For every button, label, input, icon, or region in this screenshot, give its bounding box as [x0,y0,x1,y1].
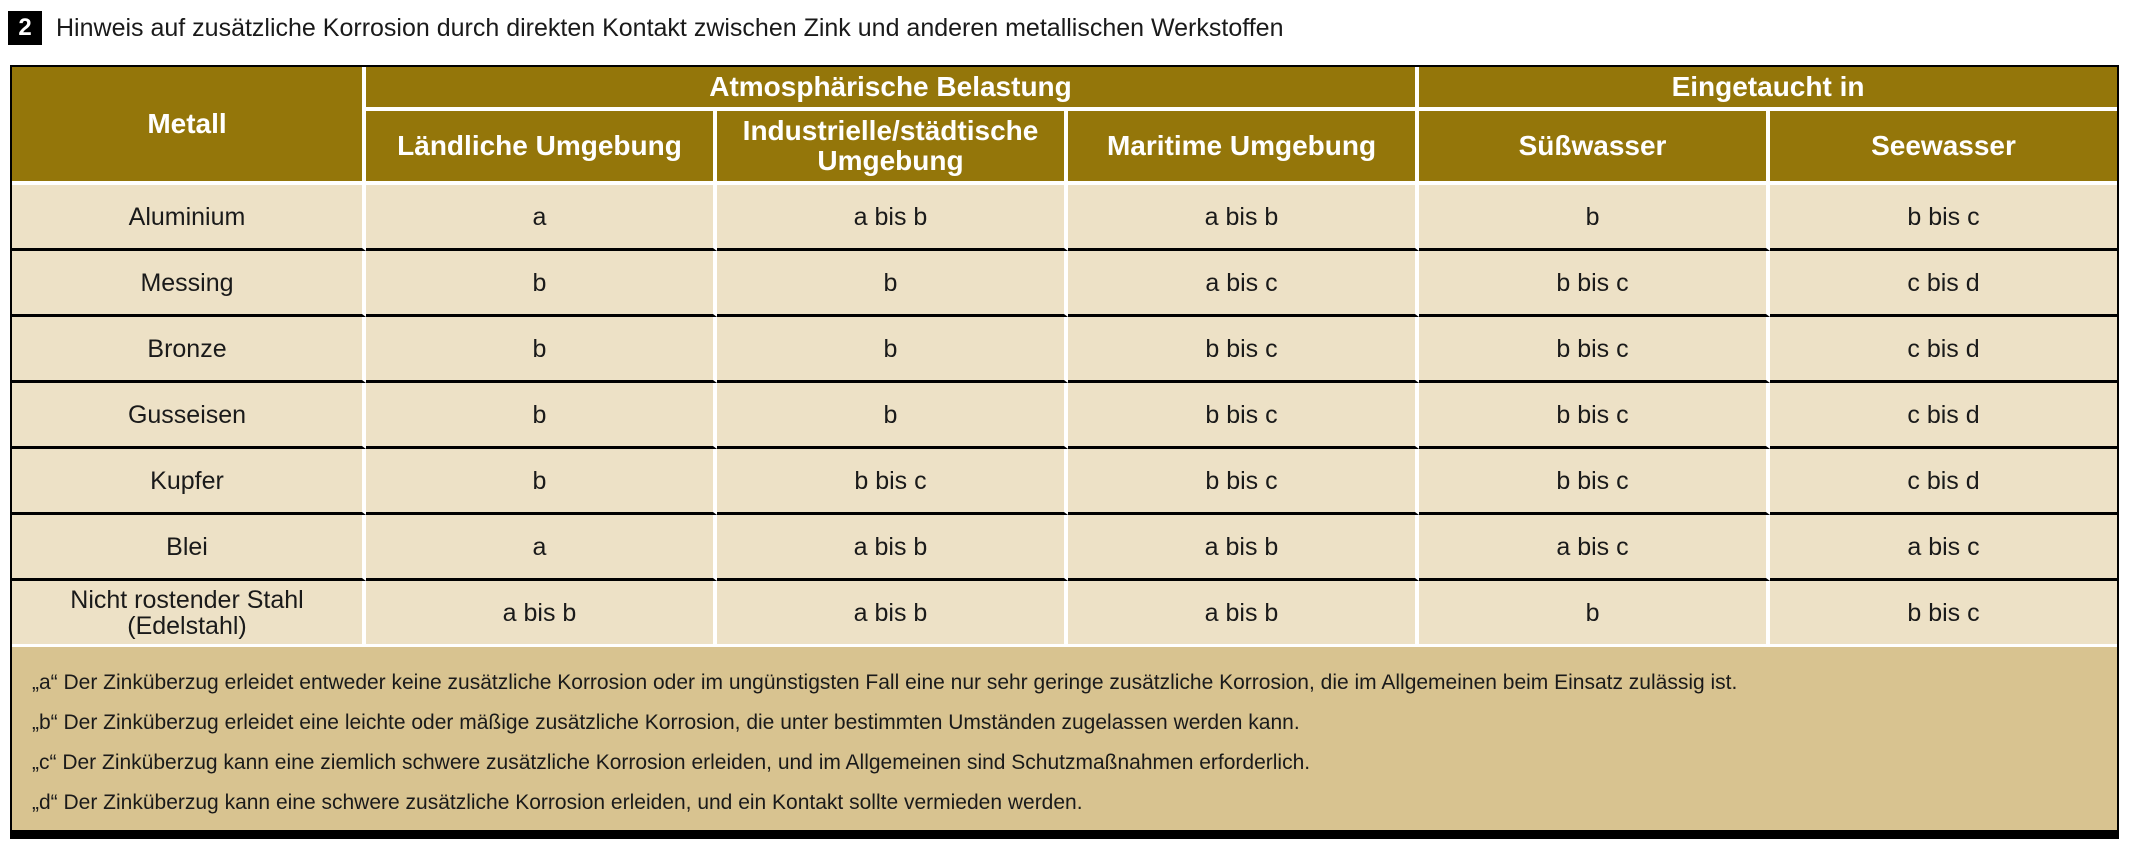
table-cell: b bis c [1068,449,1419,515]
table-cell: b [717,383,1068,449]
table-cell: b [717,317,1068,383]
table-cell: a bis c [1068,251,1419,317]
table-cell: b bis c [1419,251,1770,317]
row-metal-cell: Bronze [12,317,366,383]
legend-note-d: „d“ Der Zinküberzug kann eine schwere zusätzliche Korrosion erleiden, und ein Kontakt sollte vermieden werden. [32,791,1083,814]
table-cell: b bis c [717,449,1068,515]
header-metal: Metall [12,67,366,185]
table-cell: b bis c [1770,581,2117,647]
row-metal-cell: Messing [12,251,366,317]
table-row [12,317,2117,383]
table-row [12,185,2117,251]
table-row [12,251,2117,317]
table-cell: a bis b [1068,581,1419,647]
corrosion-table-frame [10,65,2119,839]
table-cell: b [366,449,717,515]
table-cell: c bis d [1770,449,2117,515]
table-caption [8,10,1283,46]
header-col-freshwater: Süßwasser [1419,111,1770,185]
table-cell: b [366,383,717,449]
header-group-atmospheric: Atmosphärische Belastung [366,67,1419,111]
table-row [12,383,2117,449]
row-metal-cell: Blei [12,515,366,581]
header-col-industrial: Industrielle/städtische Umgebung [717,111,1068,185]
row-metal-cell: Nicht rostender Stahl (Edelstahl) [12,581,366,647]
legend-note-b: „b“ Der Zinküberzug erleidet eine leichte oder mäßige zusätzliche Korrosion, die unter bestimmten Umständen zugelassen werden kann. [32,711,1300,734]
corrosion-table [12,67,2117,647]
table-cell: c bis d [1770,317,2117,383]
table-cell: b [1419,185,1770,251]
header-col-maritime: Maritime Umgebung [1068,111,1419,185]
table-row [12,581,2117,647]
table-cell: a bis b [717,581,1068,647]
table-row [12,449,2117,515]
table-number-badge: 2 [8,11,42,45]
table-cell: b [1419,581,1770,647]
legend-note-a: „a“ Der Zinküberzug erleidet entweder keine zusätzliche Korrosion oder im ungünstigsten Fall eine nur sehr geringe zusätzliche Korrosion, die im Allgemeinen beim Einsatz zulässig ist. [32,671,1738,694]
table-row [12,515,2117,581]
table-cell: b bis c [1068,383,1419,449]
table-cell: b bis c [1419,449,1770,515]
table-cell: a [366,185,717,251]
table-cell: a bis c [1419,515,1770,581]
row-metal-cell: Kupfer [12,449,366,515]
table-cell: b [366,317,717,383]
table-cell: a bis b [717,185,1068,251]
table-cell: b [366,251,717,317]
table-cell: b bis c [1419,317,1770,383]
table-cell: a bis c [1770,515,2117,581]
legend-note-c: „c“ Der Zinküberzug kann eine ziemlich schwere zusätzliche Korrosion erleiden, und im Allgemeinen sind Schutzmaßnahmen erforderlich. [32,751,1311,774]
table-cell: b bis c [1419,383,1770,449]
header-col-rural: Ländliche Umgebung [366,111,717,185]
table-cell: a bis b [1068,515,1419,581]
table-cell: a bis b [366,581,717,647]
table-cell: b [717,251,1068,317]
table-cell: c bis d [1770,251,2117,317]
table-caption-text: Hinweis auf zusätzliche Korrosion durch direkten Kontakt zwischen Zink und anderen metallischen Werkstoffen [56,13,1284,42]
row-metal-cell: Gusseisen [12,383,366,449]
table-cell: b bis c [1068,317,1419,383]
legend-notes [12,647,2117,830]
header-col-seawater: Seewasser [1770,111,2117,185]
row-metal-cell: Aluminium [12,185,366,251]
table-cell: a bis b [717,515,1068,581]
table-cell: c bis d [1770,383,2117,449]
table-cell: a [366,515,717,581]
table-cell: b bis c [1770,185,2117,251]
header-group-immersed: Eingetaucht in [1419,67,2117,111]
table-cell: a bis b [1068,185,1419,251]
